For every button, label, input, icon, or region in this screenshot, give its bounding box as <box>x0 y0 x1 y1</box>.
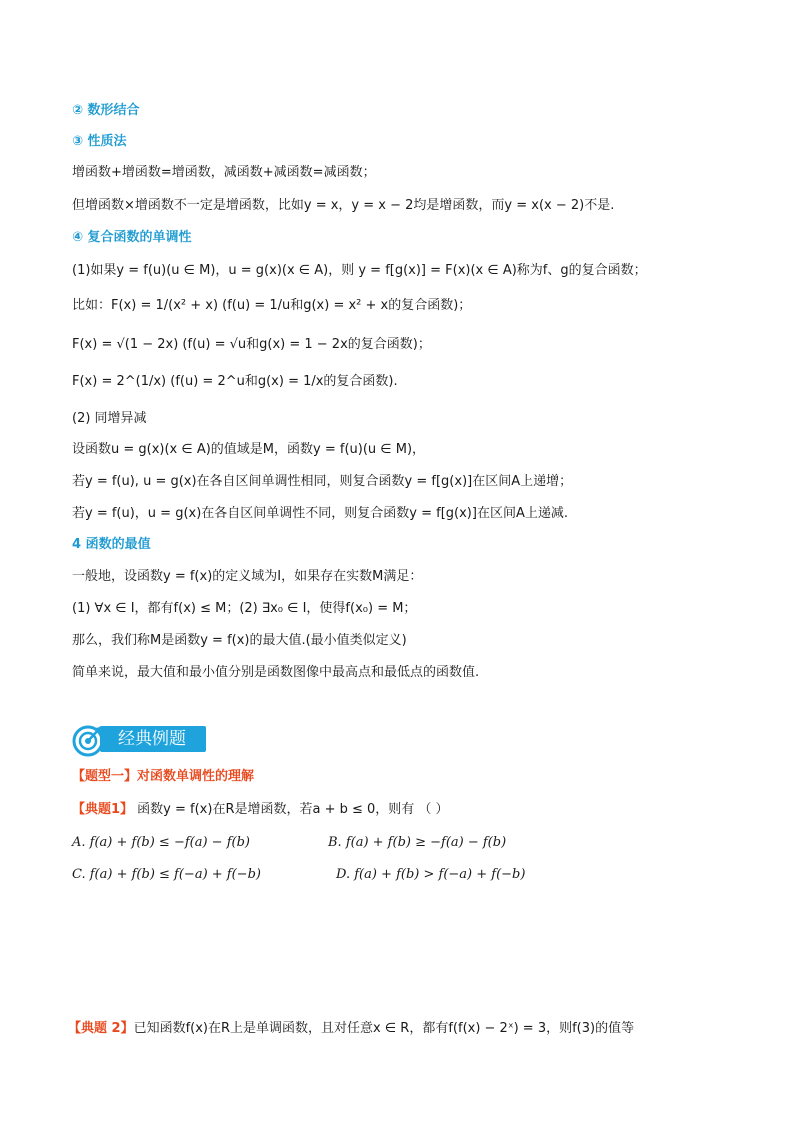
question-2 <box>68 1020 634 1038</box>
section-heading-5: 4 函数的最值 <box>72 537 151 552</box>
option-d: D. f(a) + f(b) > f(−a) + f(−b) <box>336 867 526 882</box>
type-title: 对函数单调性的理解 <box>137 769 255 784</box>
text-line: 但增函数×增函数不一定是增函数，比如y = x，y = x − 2均是增函数，而y = x(x − 2)不是. <box>72 198 615 213</box>
option-a: A. f(a) + f(b) ≤ −f(a) − f(b) <box>72 835 250 850</box>
text-line: F(x) = 2^(1/x) (f(u) = 2^u和g(x) = 1/x的复合函数). <box>72 374 398 389</box>
option-c: C. f(a) + f(b) ≤ f(−a) + f(−b) <box>72 867 261 882</box>
question-2-label: 【典题 2】 <box>68 1021 134 1036</box>
text-line: (1) ∀x ∈ I，都有f(x) ≤ M；(2) ∃x₀ ∈ I，使得f(x₀) = M； <box>72 601 417 616</box>
text-line: 若y = f(u)，u = g(x)在各自区间单调性不同，则复合函数y = f[g(x)]在区间A上递减. <box>72 506 568 521</box>
question-1-label: 【典题1】 <box>72 802 134 817</box>
section-heading-4: ④ 复合函数的单调性 <box>72 230 192 245</box>
examples-banner <box>70 722 210 756</box>
question-2-text: 已知函数f(x)在R上是单调函数，且对任意x ∈ R，都有f(f(x) − 2ˣ) = 3，则f(3)的值等 <box>133 1021 635 1036</box>
text-line: 简单来说，最大值和最小值分别是函数图像中最高点和最低点的函数值. <box>72 665 480 680</box>
option-b: B. f(a) + f(b) ≥ −f(a) − f(b) <box>328 835 507 850</box>
text-line: F(x) = √(1 − 2x) (f(u) = √u和g(x) = 1 − 2x的复合函数)； <box>72 337 431 352</box>
text-line: 设函数u = g(x)(x ∈ A)的值域是M，函数y = f(u)(u ∈ M)， <box>72 442 426 457</box>
text-line: 增函数+增函数=增函数，减函数+减函数=减函数； <box>72 165 376 180</box>
question-1-text: 函数y = f(x)在R是增函数，若a + b ≤ 0，则有 （ ） <box>133 802 449 817</box>
text-line: (2) 同增异减 <box>72 411 147 426</box>
question-1 <box>72 801 449 819</box>
section-heading-2: ② 数形结合 <box>72 103 140 118</box>
section-heading-3: ③ 性质法 <box>72 134 127 149</box>
text-line: 比如：F(x) = 1/(x² + x) (f(u) = 1/u和g(x) = x² + x的复合函数)； <box>72 298 472 313</box>
banner-label: 经典例题 <box>100 726 206 752</box>
type-label: 【题型一】 <box>72 769 138 784</box>
text-line: 若y = f(u), u = g(x)在各自区间单调性相同，则复合函数y = f[g(x)]在区间A上递增； <box>72 474 573 489</box>
text-line: 那么，我们称M是函数y = f(x)的最大值.(最小值类似定义) <box>72 633 407 648</box>
text-line: 一般地，设函数y = f(x)的定义域为I，如果存在实数M满足： <box>72 569 423 584</box>
text-line: (1)如果y = f(u)(u ∈ M)，u = g(x)(x ∈ A)，则 y = f[g(x)] = F(x)(x ∈ A)称为f、g的复合函数； <box>72 263 647 278</box>
question-type-heading <box>72 768 254 786</box>
